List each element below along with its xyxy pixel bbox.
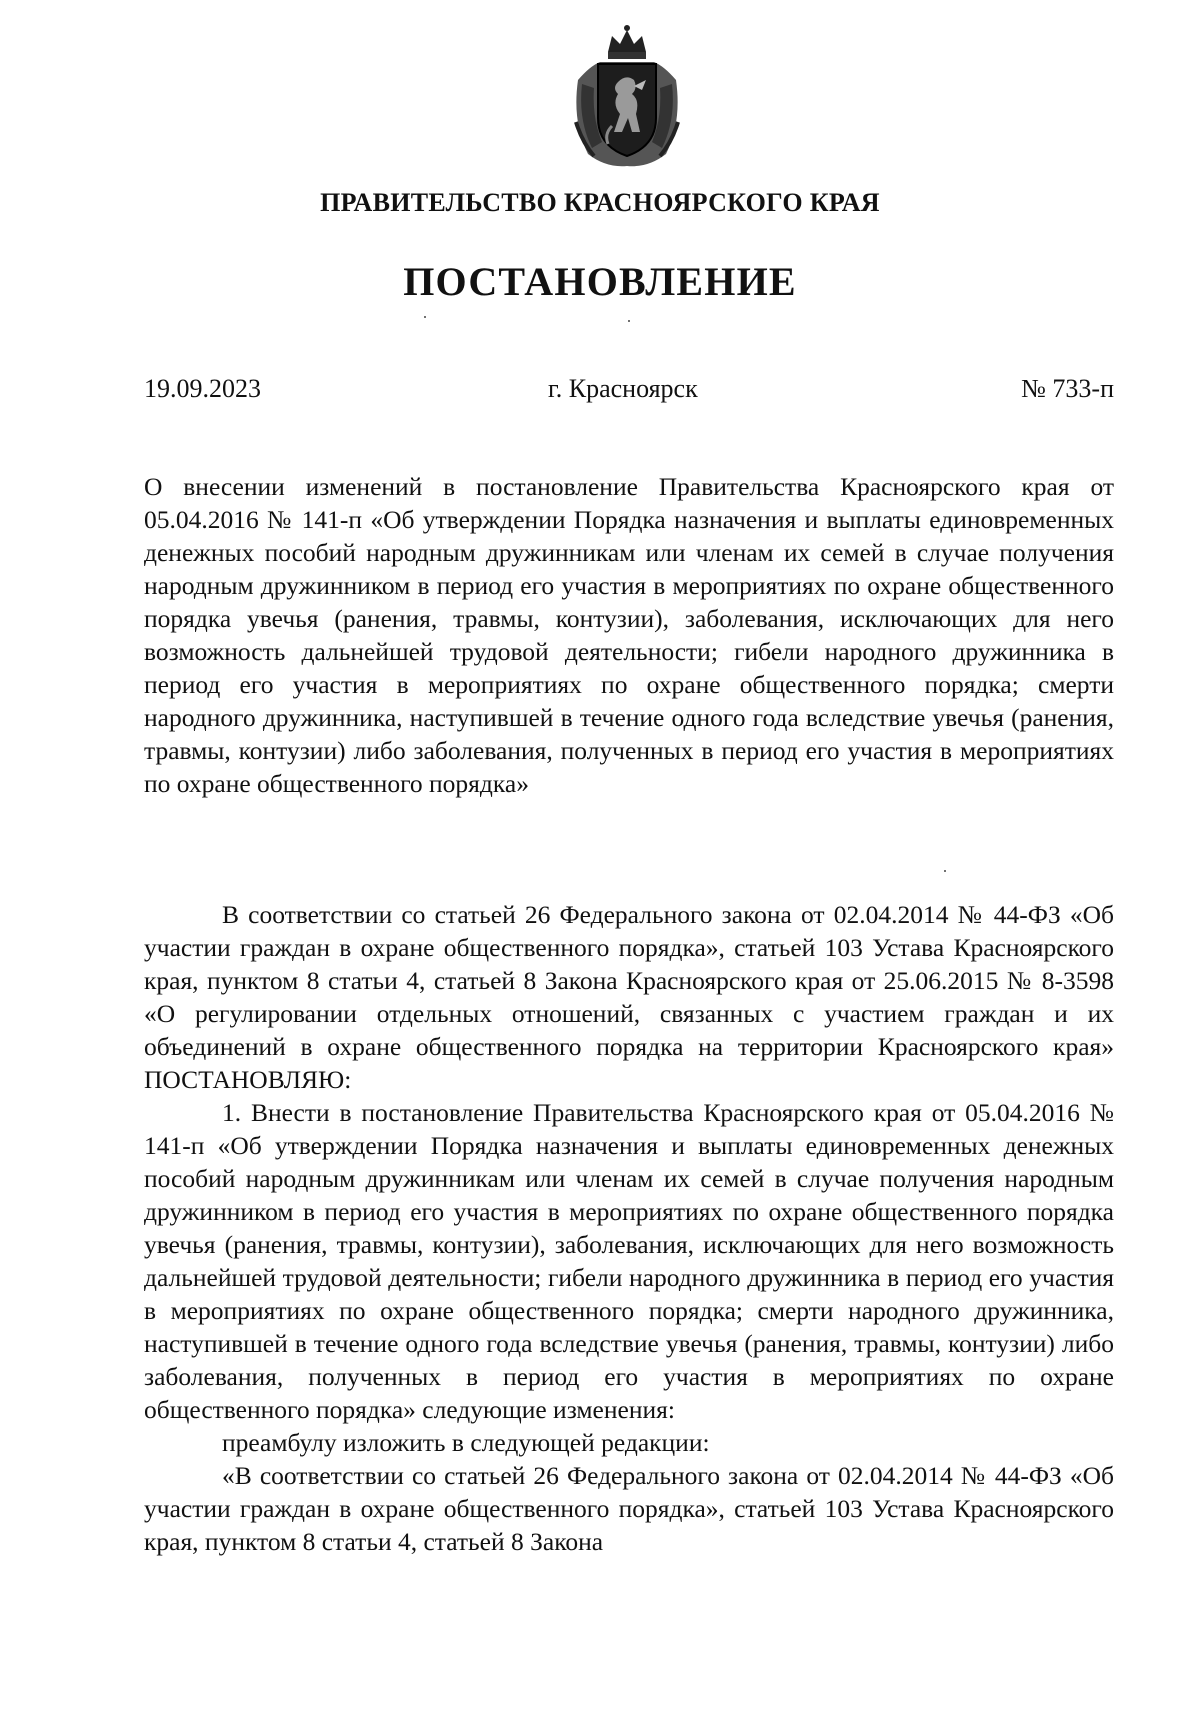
scan-speck — [424, 316, 426, 318]
body-paragraph: «В соответствии со статьей 26 Федерального закона от 02.04.2014 № 44-ФЗ «Об участии граждан в охране общественного порядка», статьей 103 Устава Красноярского края, пунктом 8 статьи 4, статьей 8 Закона — [144, 1461, 1114, 1556]
document-subject: О внесении изменений в постановление Правительства Красноярского края от 05.04.2016 № 141-п «Об утверждении Порядка назначения и выплаты единовременных денежных пособий народным дружинникам или членам их семей в случае получения народным дружинником в период его участия в мероприятиях по охране общественного порядка увечья (ранения, травмы, контузии), заболевания, исключающих для него возможность дальнейшей трудовой деятельности; гибели народного дружинника в период его участия в мероприятиях по охране общественного порядка; смерти народного дружинника, наступившей в течение одного года вследствие увечья (ранения, травмы, контузии) либо заболевания, полученных в период его участия в мероприятиях по охране общественного порядка» — [144, 472, 1114, 798]
body-paragraph: В соответствии со статьей 26 Федерального закона от 02.04.2014 № 44-ФЗ «Об участии граждан в охране общественного порядка», статьей 103 Устава Красноярского края, пунктом 8 статьи 4, статьей 8 Закона Красноярского края от 25.06.2015 № 8-3598 «О регулировании отдельных отношений, связанных с участием граждан и их объединений в охране общественного порядка на территории Красноярского края» ПОСТАНОВЛЯЮ: — [144, 900, 1114, 1094]
scan-speck — [944, 870, 946, 872]
document-number: № 733-п — [1021, 374, 1114, 403]
scan-speck — [628, 320, 630, 322]
document-type-title: ПОСТАНОВЛЕНИЕ — [403, 259, 797, 304]
document-body — [144, 898, 1114, 1558]
document-date: 19.09.2023 — [144, 374, 261, 403]
body-paragraph: 1. Внести в постановление Правительства Красноярского края от 05.04.2016 № 141-п «Об утверждении Порядка назначения и выплаты единовременных денежных пособий народным дружинникам или членам их семей в случае получения народным дружинником в период его участия в мероприятиях по охране общественного порядка увечья (ранения, травмы, контузии), заболевания, исключающих для него возможность дальнейшей трудовой деятельности; гибели народного дружинника в период его участия в мероприятиях по охране общественного порядка; смерти народного дружинника, наступившей в течение одного года вследствие увечья (ранения, травмы, контузии) либо заболевания, полученных в период его участия в мероприятиях по охране общественного порядка» следующие изменения: — [144, 1098, 1114, 1424]
krasnoyarsk-krai-coat-of-arms-icon — [568, 22, 686, 170]
document-city: г. Красноярск — [548, 374, 698, 403]
body-paragraph: преамбулу изложить в следующей редакции: — [222, 1428, 710, 1457]
organization-name: ПРАВИТЕЛЬСТВО КРАСНОЯРСКОГО КРАЯ — [320, 188, 880, 217]
